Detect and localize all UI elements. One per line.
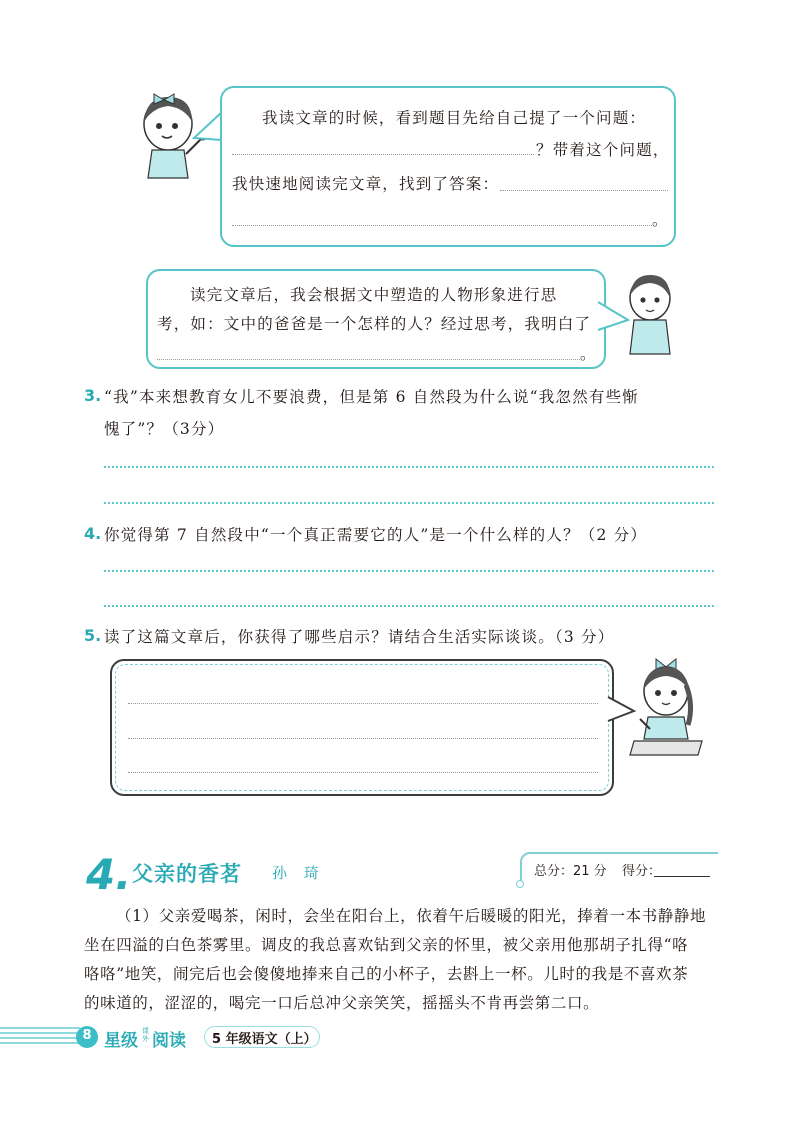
section-author: 孙 琦 [272,864,325,882]
bubble1-line2-suffix: ？带着这个问题， [536,141,670,159]
question-3-text: “我”本来想教育女儿不要浪费，但是第 6 自然段为什么说“我忽然有些惭 [104,388,639,406]
passage-line: 咯咯”地笑，闹完后也会傻傻地捧来自己的小杯子，去斟上一杯。儿时的我是不喜欢茶 [84,965,689,983]
brand-logo: 星级 [104,1031,138,1051]
bubble1-line1: 我读文章的时候，看到题目先给自己提了一个问题： [262,109,647,127]
question-4-text: 你觉得第 7 自然段中“一个真正需要它的人”是一个什么样的人？（2 分） [104,526,648,544]
passage-line: 坐在四溢的白色茶雾里。调皮的我总喜欢钻到父亲的怀里，被父亲用他那胡子扎得“咯 [84,936,689,954]
section-number: 4. [86,850,132,899]
score-blank[interactable] [654,876,710,877]
brand-logo-2: 阅读 [152,1031,186,1051]
answer-line[interactable] [104,502,714,504]
question-3-text-cont: 愧了”？（3分） [104,420,225,438]
girl-writing-illustration [628,655,708,760]
passage-line: 的味道的，涩涩的，喝完一口后总冲父亲笑笑，摇摇头不肯再尝第二口。 [84,994,600,1012]
passage-line: （1）父亲爱喝茶，闲时，会坐在阳台上，依着午后暖暖的阳光，捧着一本书静静地 [116,907,707,925]
answer-blank-question[interactable] [232,154,534,155]
brand-logo-small: 课外 [142,1027,149,1043]
answer-line[interactable] [128,772,598,773]
score-label: 得分： [622,864,662,879]
bubble1-line4-suffix: 。 [652,211,669,229]
answer-line[interactable] [104,605,714,607]
answer-line[interactable] [104,570,714,572]
question-5-number: 5. [84,626,102,645]
answer-blank-found[interactable] [500,190,668,191]
section-title: 父亲的香茗 [132,862,242,886]
score-box-dot [516,880,524,888]
grade-label-text: 5 年级语文（上） [212,1032,317,1047]
girl-thinking-illustration [618,270,688,360]
bubble2-line3-suffix: 。 [580,345,597,363]
answer-line[interactable] [104,466,714,468]
total-score: 总分：21 分 [534,864,607,879]
answer-line[interactable] [128,738,598,739]
question-3-number: 3. [84,386,102,405]
page-number: 8 [82,1028,92,1043]
footer-stripes [0,1027,80,1047]
question-5-text: 读了这篇文章后，你获得了哪些启示？请结合生活实际谈谈。（3 分） [104,628,615,646]
bubble2-line1: 读完文章后，我会根据文中塑造的人物形象进行思 [190,286,558,304]
question-4-number: 4. [84,524,102,543]
bubble1-line3: 我快速地阅读完文章，找到了答案： [232,175,500,193]
answer-blank-understand[interactable] [157,359,580,360]
bubble2-line2: 考，如：文中的爸爸是一个怎样的人？经过思考，我明白了 [157,315,592,333]
answer-blank-found-cont[interactable] [232,225,652,226]
answer-line[interactable] [128,703,598,704]
